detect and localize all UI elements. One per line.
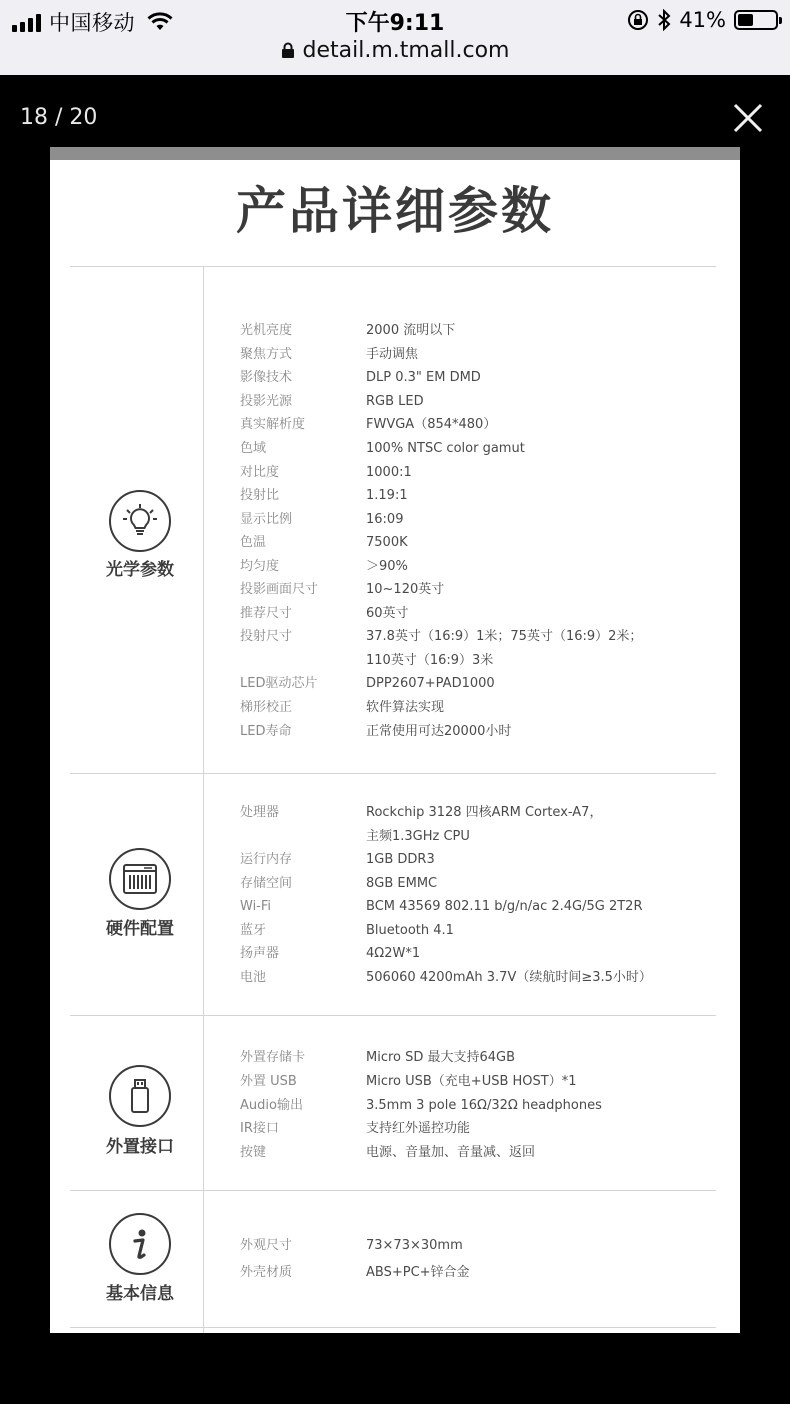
spec-key: 投影光源	[240, 394, 293, 409]
battery-percent: 41%	[679, 8, 726, 32]
spec-key: 投射尺寸	[240, 629, 293, 644]
divider	[70, 773, 716, 774]
spec-key: 推荐尺寸	[240, 606, 293, 621]
padlock-icon	[281, 42, 295, 58]
spec-key: 外置存储卡	[240, 1050, 306, 1065]
spec-key: 电池	[240, 970, 267, 985]
spec-key: 均匀度	[240, 559, 280, 574]
battery-icon	[734, 10, 778, 30]
spec-value: 100% NTSC color gamut	[366, 441, 525, 456]
spec-value: 110英寸（16:9）3米	[366, 653, 494, 668]
divider	[70, 1190, 716, 1191]
spec-value: RGB LED	[366, 394, 424, 409]
spec-value: DPP2607+PAD1000	[366, 676, 495, 691]
spec-value: 主频1.3GHz CPU	[366, 829, 470, 844]
spec-image-card	[50, 147, 740, 1333]
spec-value: 手动调焦	[366, 347, 419, 362]
divider	[70, 266, 716, 267]
spec-value: 电源、音量加、音量减、返回	[366, 1145, 536, 1160]
status-bar	[0, 0, 790, 40]
close-icon[interactable]	[733, 103, 763, 133]
spec-value: 3.5mm 3 pole 16Ω/32Ω headphones	[366, 1098, 602, 1113]
spec-key: 显示比例	[240, 512, 293, 527]
spec-value: Micro USB（充电+USB HOST）*1	[366, 1074, 577, 1089]
spec-key: 存储空间	[240, 876, 293, 891]
spec-key: Wi-Fi	[240, 899, 272, 914]
spec-key: 对比度	[240, 465, 280, 480]
spec-key: 真实解析度	[240, 417, 306, 432]
spec-key: LED寿命	[240, 724, 292, 739]
spec-key: 处理器	[240, 805, 280, 820]
spec-value: 正常使用可达20000小时	[366, 724, 512, 739]
spec-value: FWVGA（854*480）	[366, 417, 497, 432]
spec-key: 聚焦方式	[240, 347, 293, 362]
spec-key: 色域	[240, 441, 267, 456]
spec-value: 1.19:1	[366, 488, 408, 503]
spec-key: 外观尺寸	[240, 1238, 293, 1253]
carrier-name: 中国移动	[49, 11, 135, 35]
spec-value: 支持红外遥控功能	[366, 1121, 471, 1136]
spec-key: 光机亮度	[240, 323, 293, 338]
spec-key: IR接口	[240, 1121, 279, 1136]
spec-value: Rockchip 3128 四核ARM Cortex-A7，	[366, 805, 603, 820]
spec-value: 16:09	[366, 512, 404, 527]
spec-value: ＞90%	[366, 559, 408, 574]
spec-value: DLP 0.3" EM DMD	[366, 370, 481, 385]
spec-key: 运行内存	[240, 852, 293, 867]
spec-value: 60英寸	[366, 606, 409, 621]
spec-value: 7500K	[366, 535, 408, 550]
spec-value: 软件算法实现	[366, 700, 445, 715]
spec-value: 10~120英寸	[366, 582, 445, 597]
spec-key: 投影画面尺寸	[240, 582, 319, 597]
spec-value: Bluetooth 4.1	[366, 923, 454, 938]
image-counter: 18 / 20	[20, 105, 98, 130]
column-divider	[203, 266, 204, 1333]
divider	[70, 1327, 716, 1328]
section-label-hardware: 硬件配置	[106, 919, 174, 939]
spec-key: 外置 USB	[240, 1074, 297, 1089]
rotation-lock-icon	[627, 9, 649, 31]
spec-value: ABS+PC+锌合金	[366, 1265, 470, 1280]
spec-key: 蓝牙	[240, 923, 267, 938]
spec-key: 色温	[240, 535, 267, 550]
url-text: detail.m.tmall.com	[302, 38, 510, 63]
url-bar[interactable]	[0, 38, 790, 63]
spec-value: 73×73×30mm	[366, 1238, 463, 1253]
bluetooth-icon	[657, 9, 671, 31]
card-top-strip	[50, 147, 740, 160]
spec-value: 37.8英寸（16:9）1米；75英寸（16:9）2米；	[366, 629, 643, 644]
spec-value: 1000:1	[366, 465, 412, 480]
spec-value: 2000 流明以下	[366, 323, 456, 338]
spec-value: BCM 43569 802.11 b/g/n/ac 2.4G/5G 2T2R	[366, 899, 643, 914]
spec-key: 按键	[240, 1145, 267, 1160]
battery-fill	[738, 14, 753, 26]
section-label-interfaces: 外置接口	[106, 1137, 174, 1157]
spec-key: Audio输出	[240, 1098, 303, 1113]
spec-key: 扬声器	[240, 946, 280, 961]
spec-key: 投射比	[240, 488, 280, 503]
usb-drive-icon	[109, 1065, 171, 1127]
spec-value: 506060 4200mAh 3.7V（续航时间≥3.5小时）	[366, 970, 652, 985]
spec-value: 1GB DDR3	[366, 852, 435, 867]
status-right	[627, 8, 778, 32]
spec-value: Micro SD 最大支持64GB	[366, 1050, 516, 1065]
lightbulb-icon	[109, 490, 171, 552]
spec-value: 8GB EMMC	[366, 876, 438, 891]
spec-key: 梯形校正	[240, 700, 293, 715]
page-title: 产品详细参数	[236, 182, 554, 240]
spec-key: 外壳材质	[240, 1265, 293, 1280]
status-area	[0, 0, 790, 75]
section-label-basic: 基本信息	[106, 1284, 174, 1304]
info-icon	[109, 1213, 171, 1275]
hardware-board-icon	[109, 848, 171, 910]
divider	[70, 1015, 716, 1016]
section-label-optics: 光学参数	[106, 560, 174, 580]
status-time: 下午9:11	[345, 11, 445, 36]
spec-key: LED驱动芯片	[240, 676, 318, 691]
spec-key: 影像技术	[240, 370, 293, 385]
spec-value: 4Ω2W*1	[366, 946, 421, 961]
